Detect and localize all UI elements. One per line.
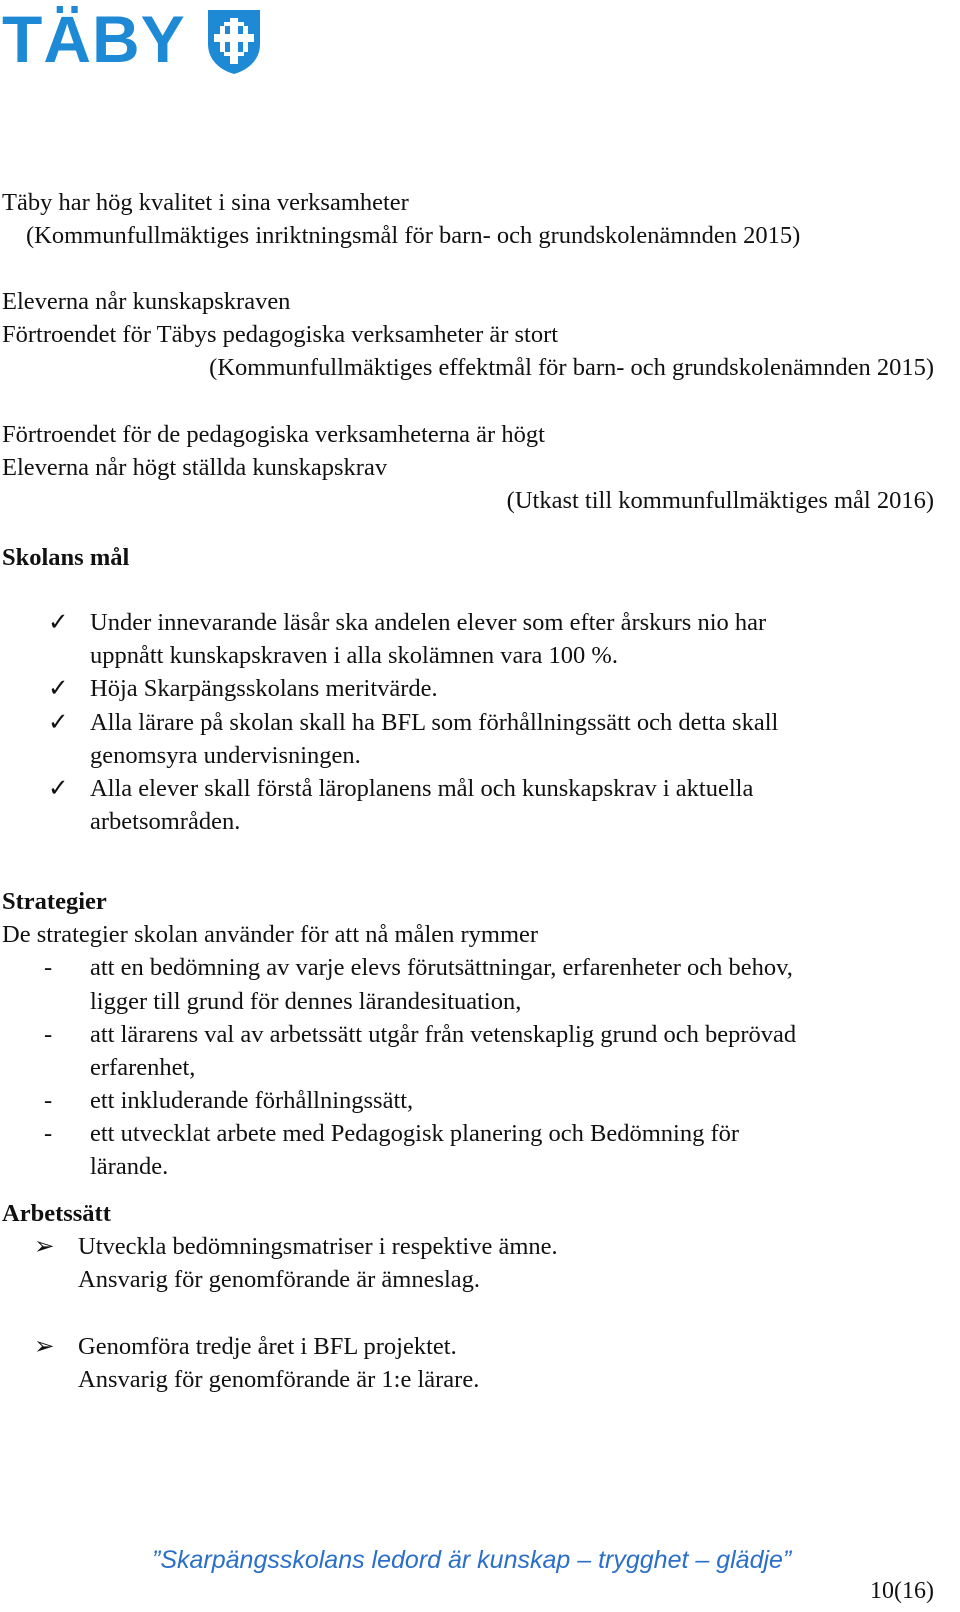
- dash-bullet-icon: -: [44, 1120, 53, 1147]
- checkmark-icon: ✓: [48, 609, 69, 636]
- taby-logo: [2, 2, 262, 78]
- dash-bullet-icon: -: [44, 1087, 53, 1114]
- page-number: 10(16): [870, 1578, 934, 1604]
- goal-line: Förtroendet för Täbys pedagogiska verksamheter är stort: [2, 321, 559, 348]
- checkmark-icon: ✓: [48, 709, 69, 736]
- goal-source-line: (Utkast till kommunfullmäktiges mål 2016): [506, 487, 934, 514]
- arrow-bullet-icon: ➢: [34, 1333, 55, 1360]
- strategies-intro: De strategier skolan använder för att nå målen rymmer: [2, 921, 539, 948]
- goal-line: Eleverna når kunskapskraven: [2, 288, 291, 315]
- checkmark-icon: ✓: [48, 675, 69, 702]
- school-goals-heading: Skolans mål: [2, 544, 130, 571]
- logo-wordmark: TÄBY: [2, 2, 186, 76]
- arrow-bullet-icon: ➢: [34, 1233, 55, 1260]
- taby-shield-icon: [206, 8, 262, 76]
- dash-bullet-icon: -: [44, 1021, 53, 1048]
- goal-line: Eleverna når högt ställda kunskapskrav: [2, 454, 388, 481]
- checkmark-icon: ✓: [48, 775, 69, 802]
- goal-source-line: (Kommunfullmäktiges inriktningsmål för barn- och grundskolenämnden 2015): [26, 222, 801, 249]
- goal-source-line: (Kommunfullmäktiges effektmål för barn- och grundskolenämnden 2015): [209, 354, 934, 381]
- methods-heading: Arbetssätt: [2, 1200, 111, 1227]
- footer-motto: ”Skarpängsskolans ledord är kunskap – trygghet – glädje”: [152, 1546, 792, 1574]
- strategies-heading: Strategier: [2, 888, 107, 915]
- goal-line: Täby har hög kvalitet i sina verksamheter: [2, 189, 409, 216]
- dash-bullet-icon: -: [44, 954, 53, 981]
- goal-line: Förtroendet för de pedagogiska verksamheterna är högt: [2, 421, 545, 448]
